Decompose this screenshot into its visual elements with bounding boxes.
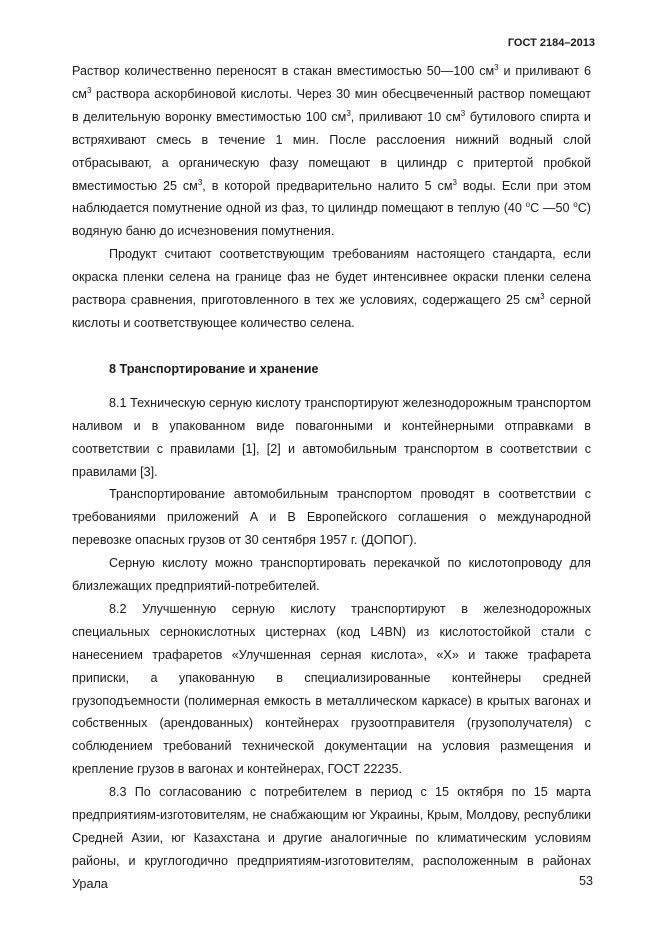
document-header: ГОСТ 2184–2013 xyxy=(507,37,595,49)
spacer xyxy=(72,335,591,358)
superscript: о xyxy=(573,200,578,210)
text-run: С) водяную баню до исчезновения помутнения. xyxy=(72,201,591,239)
superscript: 3 xyxy=(452,177,457,187)
text-run: Раствор количественно переносят в стакан вместимостью 50—100 см xyxy=(72,64,495,78)
superscript: 3 xyxy=(540,291,545,301)
page-number: 53 xyxy=(578,874,593,888)
superscript: 3 xyxy=(346,108,351,118)
text-run: , приливают 10 см xyxy=(350,109,461,124)
text-run: Продукт считают соответствующим требованиям настоящего стандарта, если окраска пленки селена на границе фаз не будет интенсивнее окраски пленки селена раствора сравнения, приготовленного в тех же условиях, содержащего 25 см xyxy=(72,247,591,308)
superscript: о xyxy=(525,200,531,210)
spacer xyxy=(72,381,591,392)
text-run: серной кислоты и соответствующее количество селена. xyxy=(72,293,591,330)
document-body xyxy=(72,60,591,896)
paragraph-pipeline: Серную кислоту можно транспортировать перекачкой по кислотопроводу для близлежащих предприятий-потребителей. xyxy=(72,556,591,594)
paragraph-2 xyxy=(72,243,591,335)
text-run: воды. Если при этом наблюдается помутнение одной из фаз, то цилиндр помещают в теплую (40 xyxy=(72,178,591,216)
superscript: 3 xyxy=(197,177,203,187)
superscript: 3 xyxy=(86,85,92,95)
section-title: 8 Транспортирование и хранение xyxy=(109,361,319,376)
superscript: 3 xyxy=(494,62,499,72)
paragraph-8-2: 8.2 Улучшенную серную кислоту транспортируют в железнодорожных специальных сернокислотных цистернах (код L4BN) из кислотостойкой стали с нанесением трафаретов «Улучшенная серная кислота», «Х» и также трафарета приписки, а упакованную в специализированные контейнеры средней грузоподъемности (полимерная емкость в металлическом каркасе) в крытых вагонах и собственных (арендованных) контейнерах грузоотправителя (грузополучателя) с соблюдением требований технической документации на условия размещения и крепление грузов в вагонах и контейнерах, ГОСТ 22235. xyxy=(72,601,591,777)
paragraph-8-1: 8.1 Техническую серную кислоту транспортируют железнодорожным транспортом наливом и в упакованном виде повагонными и контейнерными отправками в соответствии с правилами [1], [2] и автомобильным транспортом в соответствии с правилами [3]. xyxy=(72,395,591,479)
paragraph-8-3: 8.3 По согласованию с потребителем в период с 15 октября по 15 марта предприятиям-изготовителям, не снабжающим юг Украины, Крым, Молдову, республики Средней Азии, юг Казахстана и другие аналогичные по климатическим условиям районы, и круглогодично предприятиям-изготовителям, расположенным в районах Урала xyxy=(72,785,591,891)
paragraph-transport-auto: Транспортирование автомобильным транспортом проводят в соответствии с требованиями приложений А и В Европейского соглашения о международной перевозке опасных грузов от 30 сентября 1957 г. (ДОПОГ). xyxy=(72,487,591,548)
text-run: , в которой предварительно налито 5 см xyxy=(202,178,453,193)
paragraph-1 xyxy=(72,60,591,243)
text-run: и приливают 6 см xyxy=(72,64,591,101)
text-run: раствора аскорбиновой кислоты. Через 30 мин обесцвеченный раствор помещают в делительную воронку вместимостью 100 см xyxy=(72,86,591,124)
text-run: бутилового спирта и встряхивают смесь в течение 1 мин. После расслоения нижний водный слой отбрасывают, а органическую фазу помещают в цилиндр с притертой пробкой вместимостью 25 см xyxy=(72,109,591,193)
superscript: 3 xyxy=(460,108,466,118)
text-run: С —50 xyxy=(530,201,574,216)
